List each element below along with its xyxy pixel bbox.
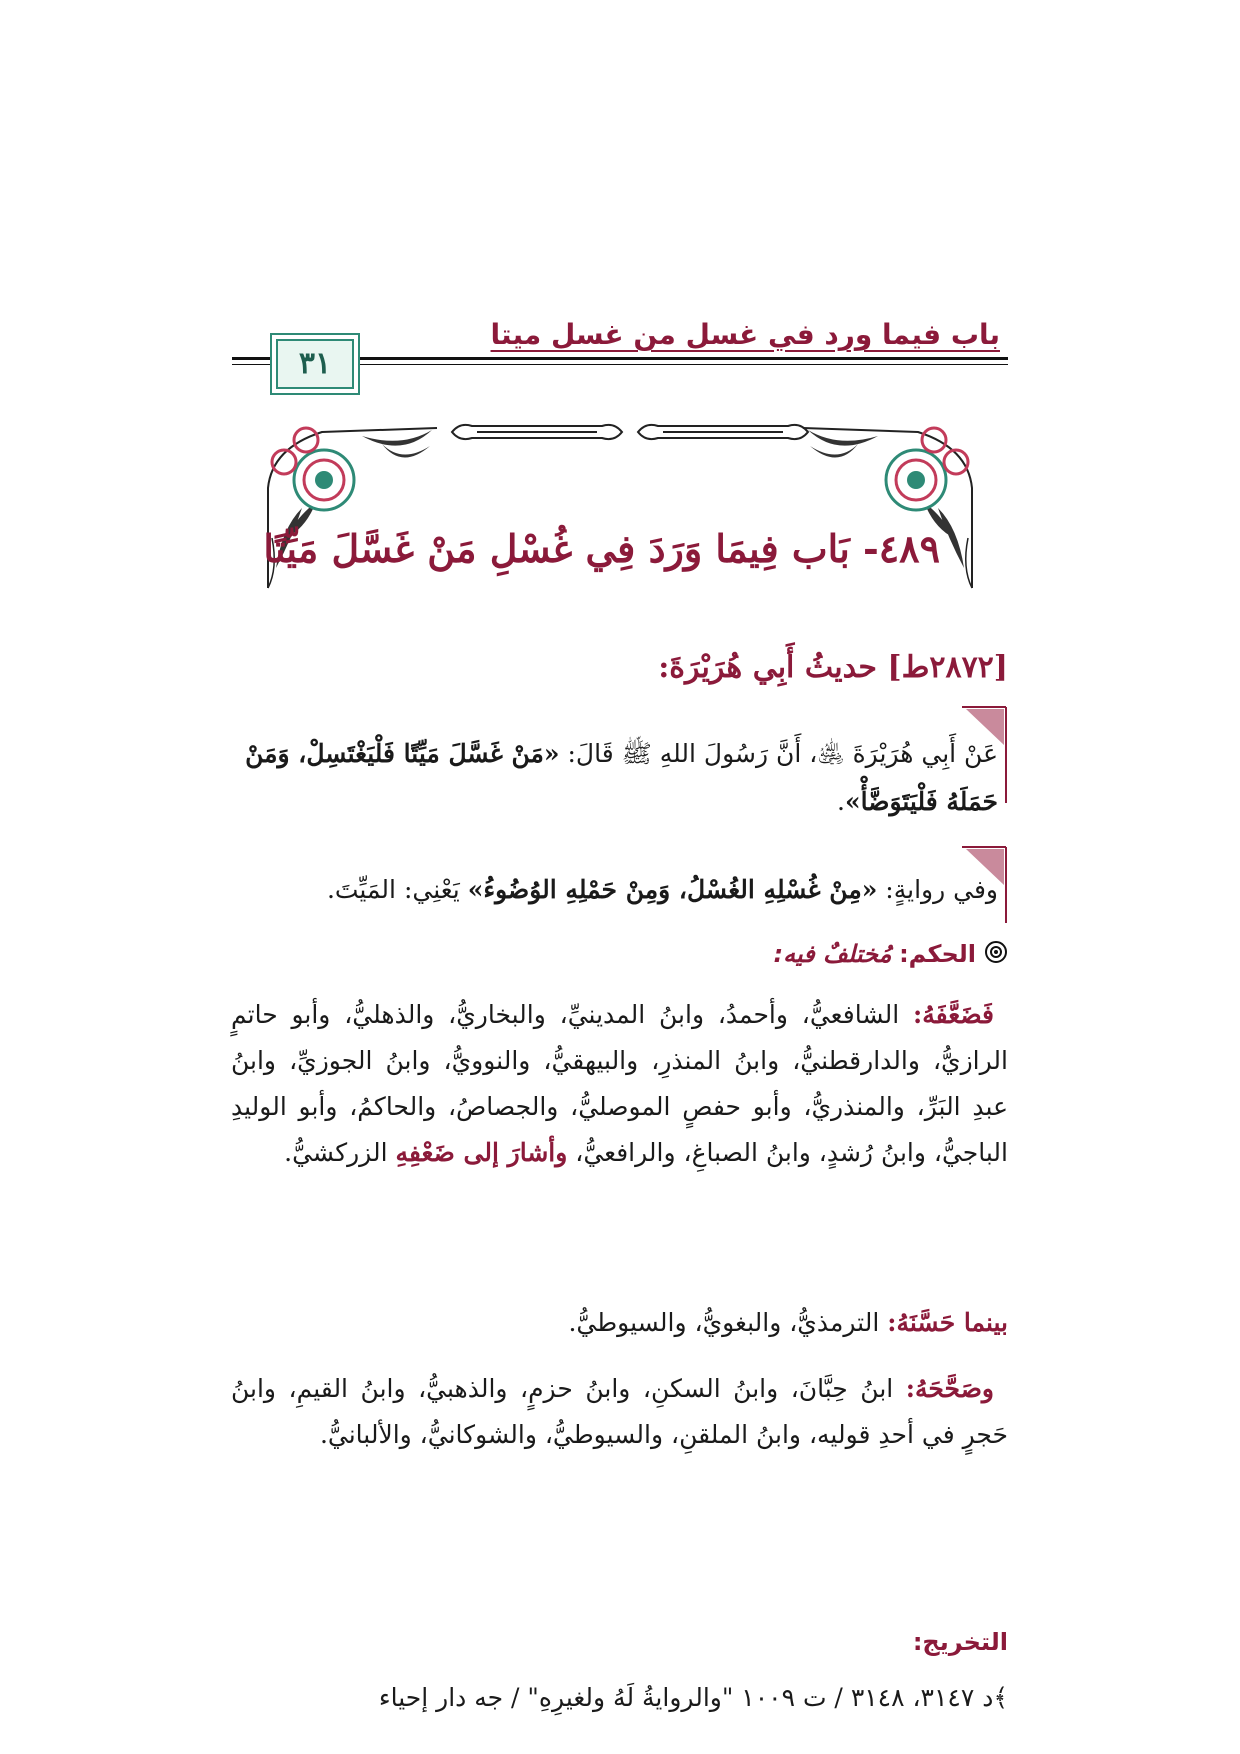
hadith-heading-text: حديثُ أَبِي هُرَيْرَةَ:	[658, 650, 877, 685]
chapter-title: ٤٨٩- بَاب فِيمَا وَرَدَ فِي غُسْلِ مَنْ غَسَّلَ مَيِّتًا	[263, 526, 940, 571]
narration-end: .	[837, 787, 845, 816]
sahih-label: وصَحَّحَهُ:	[905, 1374, 994, 1403]
weakened-label: فَضَعَّفَهُ:	[913, 1000, 994, 1029]
scroll-bar-right	[638, 425, 808, 439]
weakened-text: الشافعيُّ، وأحمدُ، وابنُ المدينيِّ، والبخاريُّ، والذهليُّ، وأبو حاتمٍ الرازيُّ، والدارقطنيُّ، وابنُ المنذرِ، والبيهقيُّ، والنوويُّ، وابنُ الجوزيِّ، وابنُ عبدِ البَرِّ، والمنذريُّ، وأبو حفصٍ الموصليُّ، والجصاصُ، والحاكمُ، وأبو الوليدِ الباجيُّ، وابنُ رُشدٍ، وابنُ الصباغِ، والرافعيُّ،	[231, 1000, 1008, 1167]
running-title: باب فيما ورد في غسل من غسل ميتا	[490, 318, 1000, 351]
scroll-bar-left	[452, 425, 622, 439]
weakened-paragraph	[231, 992, 1008, 1176]
header-rule-left	[232, 357, 270, 360]
rosette-icon	[984, 940, 1008, 970]
sahih-paragraph	[231, 1366, 1008, 1458]
pointed-text: الزركشيُّ.	[284, 1138, 396, 1167]
riwaya-line	[228, 866, 998, 914]
takhrij-line: ﴾د ٣١٤٧، ٣١٤٨ / ت ١٠٠٩ "والروايةُ لَهُ ولغيرِهِ" / جه دار إحياء	[378, 1683, 1008, 1712]
ruling-label: الحكم:	[899, 940, 976, 968]
takhrij-label: التخريج:	[912, 1628, 1008, 1656]
hadith-narration	[228, 730, 998, 826]
narration-quote: «مَنْ غَسَّلَ مَيِّتًا فَلْيَغْتَسِلْ، وَمَنْ حَمَلَهُ فَلْيَتَوَضَّأْ»	[245, 739, 998, 816]
chapter-ornament-frame	[262, 418, 978, 598]
hasan-label: بينما حَسَّنَهُ:	[887, 1308, 1008, 1337]
header-rule	[355, 357, 1008, 360]
ruling-line	[774, 940, 1008, 970]
header-rule-thin	[355, 364, 1008, 365]
sahih-text: ابنُ حِبَّانَ، وابنُ السكنِ، وابنُ حزمٍ، والذهبيُّ، وابنُ القيمِ، وابنُ حَجرٍ في أحدِ قوليه، وابنُ الملقنِ، والسيوطيُّ، والشوكانيُّ، والألبانيُّ.	[231, 1374, 1008, 1449]
hasan-paragraph	[245, 1300, 1008, 1346]
header-rule-left-thin	[232, 364, 270, 365]
riwaya-end: يَعْنِي: المَيِّتَ.	[326, 875, 468, 904]
hadith-heading	[658, 650, 1008, 685]
riwaya-quote: «مِنْ غُسْلِهِ الغُسْلُ، وَمِنْ حَمْلِهِ الوُضُوءُ»	[467, 875, 878, 904]
hadith-id: [٢٨٧٢ط]	[887, 650, 1008, 685]
page-number: ٣١	[298, 346, 332, 381]
pointed-label: وأشارَ إلى ضَعْفِهِ	[395, 1138, 568, 1167]
hasan-text: الترمذيُّ، والبغويُّ، والسيوطيُّ.	[568, 1308, 888, 1337]
ruling-value: مُختلفٌ فيه:	[773, 940, 892, 968]
riwaya-intro: وفي روايةٍ:	[877, 875, 998, 904]
narration-intro: عَنْ أَبِي هُرَيْرَةَ ﵁، أَنَّ رَسُولَ اللهِ ﷺ قَالَ:	[559, 739, 998, 768]
